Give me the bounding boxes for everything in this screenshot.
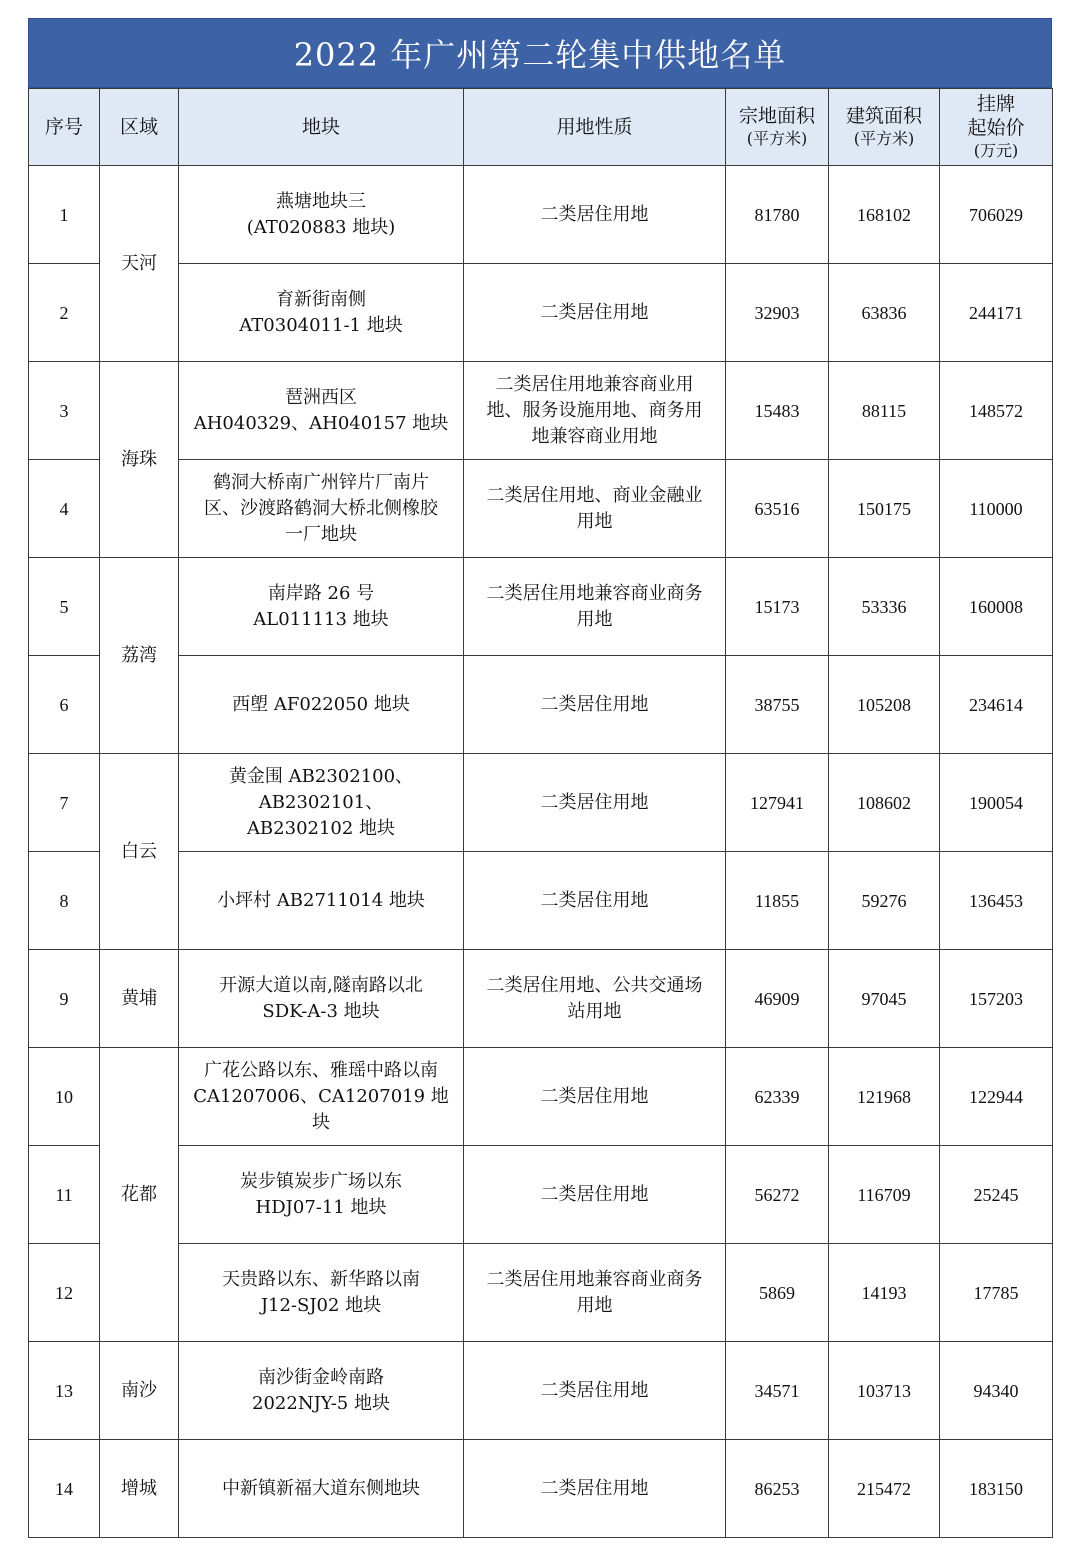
cell-plot: [179, 362, 464, 460]
plot-line: 燕塘地块三: [276, 190, 366, 212]
plot-line: 琶洲西区: [285, 386, 357, 408]
land-supply-sheet: [28, 18, 1052, 1538]
land-use-line: 二类居住用地: [540, 1379, 649, 1401]
cell-start-price: 706029: [940, 166, 1053, 264]
cell-plot: [179, 754, 464, 852]
cell-start-price: 17785: [940, 1244, 1053, 1342]
cell-land-use: [464, 754, 726, 852]
cell-seq: 3: [29, 362, 100, 460]
table-row: [29, 1146, 1053, 1244]
header-site-area: [726, 89, 829, 166]
plot-line: 西塱 AF022050 地块: [232, 693, 410, 715]
plot-line: J12-SJ02 地块: [260, 1294, 382, 1316]
header-price-unit: (万元): [973, 141, 1019, 160]
cell-build-area: 108602: [829, 754, 940, 852]
cell-site-area: 5869: [726, 1244, 829, 1342]
table-title: 2022 年广州第二轮集中供地名单: [28, 18, 1052, 88]
cell-site-area: 38755: [726, 656, 829, 754]
plot-line: 黄金围 AB2302100、AB2302101、: [228, 765, 414, 813]
cell-plot: [179, 1440, 464, 1538]
cell-land-use: [464, 558, 726, 656]
land-use-line: 二类居住用地兼容商业用: [495, 373, 694, 395]
table-row: [29, 362, 1053, 460]
cell-build-area: 168102: [829, 166, 940, 264]
cell-seq: 9: [29, 950, 100, 1048]
header-site-area-label: 宗地面积: [738, 105, 815, 127]
plot-line: CA1207006、CA1207019 地块: [193, 1085, 449, 1133]
cell-build-area: 105208: [829, 656, 940, 754]
table-row: [29, 852, 1053, 950]
plot-line: HDJ07-11 地块: [255, 1196, 387, 1218]
land-use-line: 地、服务设施用地、商务用: [486, 399, 703, 421]
cell-district: 白云: [100, 754, 179, 950]
cell-start-price: 148572: [940, 362, 1053, 460]
plot-line: AH040329、AH040157 地块: [193, 412, 449, 434]
cell-land-use: [464, 264, 726, 362]
plot-line: AT0304011-1 地块: [239, 314, 403, 336]
cell-site-area: 32903: [726, 264, 829, 362]
header-build-area-label: 建筑面积: [845, 105, 922, 127]
cell-start-price: 160008: [940, 558, 1053, 656]
header-build-area: [829, 89, 940, 166]
cell-start-price: 110000: [940, 460, 1053, 558]
cell-site-area: 62339: [726, 1048, 829, 1146]
plot-line: 开源大道以南,隧南路以北: [219, 974, 423, 996]
cell-site-area: 15483: [726, 362, 829, 460]
land-use-line: 二类居住用地: [540, 791, 649, 813]
cell-start-price: 94340: [940, 1342, 1053, 1440]
cell-land-use: [464, 1048, 726, 1146]
table-row: [29, 950, 1053, 1048]
land-use-line: 用地: [576, 510, 613, 532]
cell-district: 花都: [100, 1048, 179, 1342]
cell-site-area: 63516: [726, 460, 829, 558]
cell-district: 增城: [100, 1440, 179, 1538]
cell-seq: 12: [29, 1244, 100, 1342]
cell-seq: 10: [29, 1048, 100, 1146]
land-use-line: 二类居住用地: [540, 1477, 649, 1499]
cell-site-area: 81780: [726, 166, 829, 264]
land-use-line: 地兼容商业用地: [531, 425, 658, 447]
land-use-line: 用地: [576, 608, 613, 630]
plot-line: AB2302102 地块: [246, 817, 396, 839]
land-supply-table: [28, 88, 1053, 1538]
cell-build-area: 121968: [829, 1048, 940, 1146]
plot-line: 鹤洞大桥南广州锌片厂南片: [213, 471, 429, 493]
cell-seq: 6: [29, 656, 100, 754]
cell-district: 荔湾: [100, 558, 179, 754]
cell-plot: [179, 1342, 464, 1440]
plot-line: 南沙街金岭南路: [258, 1366, 384, 1388]
cell-seq: 1: [29, 166, 100, 264]
cell-plot: [179, 852, 464, 950]
cell-start-price: 122944: [940, 1048, 1053, 1146]
cell-build-area: 53336: [829, 558, 940, 656]
cell-start-price: 190054: [940, 754, 1053, 852]
table-row: [29, 558, 1053, 656]
cell-land-use: [464, 1342, 726, 1440]
table-row: [29, 264, 1053, 362]
cell-build-area: 215472: [829, 1440, 940, 1538]
cell-start-price: 183150: [940, 1440, 1053, 1538]
cell-site-area: 34571: [726, 1342, 829, 1440]
cell-seq: 2: [29, 264, 100, 362]
land-use-line: 二类居住用地: [540, 693, 649, 715]
table-row: [29, 166, 1053, 264]
cell-plot: [179, 656, 464, 754]
cell-district: 海珠: [100, 362, 179, 558]
cell-build-area: 116709: [829, 1146, 940, 1244]
cell-plot: [179, 558, 464, 656]
cell-land-use: [464, 852, 726, 950]
land-use-line: 站用地: [567, 1000, 622, 1022]
cell-seq: 11: [29, 1146, 100, 1244]
cell-site-area: 46909: [726, 950, 829, 1048]
cell-build-area: 63836: [829, 264, 940, 362]
cell-land-use: [464, 1146, 726, 1244]
cell-district: 南沙: [100, 1342, 179, 1440]
cell-seq: 13: [29, 1342, 100, 1440]
header-price: [940, 89, 1053, 166]
plot-line: 炭步镇炭步广场以东: [240, 1170, 402, 1192]
cell-plot: [179, 1244, 464, 1342]
header-build-area-unit: (平方米): [853, 129, 915, 148]
cell-start-price: 136453: [940, 852, 1053, 950]
header-row: [29, 89, 1053, 166]
cell-build-area: 14193: [829, 1244, 940, 1342]
header-district: 区域: [100, 89, 179, 166]
table-row: [29, 1440, 1053, 1538]
table-row: [29, 460, 1053, 558]
header-price-label-2: 起始价: [967, 117, 1025, 139]
table-row: [29, 754, 1053, 852]
cell-build-area: 97045: [829, 950, 940, 1048]
cell-build-area: 103713: [829, 1342, 940, 1440]
cell-seq: 8: [29, 852, 100, 950]
table-row: [29, 1244, 1053, 1342]
cell-land-use: [464, 362, 726, 460]
cell-start-price: 234614: [940, 656, 1053, 754]
cell-land-use: [464, 656, 726, 754]
cell-start-price: 157203: [940, 950, 1053, 1048]
cell-district: 天河: [100, 166, 179, 362]
cell-land-use: [464, 1244, 726, 1342]
plot-line: 南岸路 26 号: [267, 582, 375, 604]
table-row: [29, 1048, 1053, 1146]
cell-plot: [179, 1048, 464, 1146]
cell-start-price: 244171: [940, 264, 1053, 362]
land-use-line: 二类居住用地: [540, 889, 649, 911]
land-use-line: 二类居住用地兼容商业商务: [486, 1268, 703, 1290]
plot-line: 2022NJY-5 地块: [252, 1392, 390, 1414]
cell-land-use: [464, 166, 726, 264]
cell-land-use: [464, 1440, 726, 1538]
plot-line: 天贵路以东、新华路以南: [222, 1268, 420, 1290]
table-row: [29, 656, 1053, 754]
plot-line: SDK-A-3 地块: [262, 1000, 380, 1022]
cell-plot: [179, 264, 464, 362]
cell-build-area: 59276: [829, 852, 940, 950]
cell-site-area: 15173: [726, 558, 829, 656]
plot-line: 区、沙渡路鹤洞大桥北侧橡胶: [204, 497, 438, 519]
land-use-line: 二类居住用地: [540, 203, 649, 225]
plot-line: 小坪村 AB2711014 地块: [217, 889, 425, 911]
cell-land-use: [464, 950, 726, 1048]
plot-line: AL011113 地块: [253, 608, 389, 630]
cell-land-use: [464, 460, 726, 558]
cell-build-area: 88115: [829, 362, 940, 460]
cell-seq: 4: [29, 460, 100, 558]
cell-seq: 7: [29, 754, 100, 852]
cell-district: 黄埔: [100, 950, 179, 1048]
land-use-line: 二类居住用地兼容商业商务: [486, 582, 703, 604]
cell-site-area: 127941: [726, 754, 829, 852]
header-site-area-unit: (平方米): [746, 129, 808, 148]
table-row: [29, 1342, 1053, 1440]
cell-start-price: 25245: [940, 1146, 1053, 1244]
table-body: [29, 166, 1053, 1538]
land-use-line: 二类居住用地、公共交通场: [486, 974, 703, 996]
cell-build-area: 150175: [829, 460, 940, 558]
cell-plot: [179, 460, 464, 558]
header-seq: 序号: [29, 89, 100, 166]
cell-plot: [179, 166, 464, 264]
plot-line: 广花公路以东、雅瑶中路以南: [204, 1059, 438, 1081]
cell-seq: 14: [29, 1440, 100, 1538]
cell-plot: [179, 1146, 464, 1244]
land-use-line: 用地: [576, 1294, 613, 1316]
cell-plot: [179, 950, 464, 1048]
cell-seq: 5: [29, 558, 100, 656]
plot-line: (AT020883 地块): [246, 216, 396, 238]
plot-line: 中新镇新福大道东侧地块: [222, 1477, 420, 1499]
cell-site-area: 11855: [726, 852, 829, 950]
header-plot: 地块: [179, 89, 464, 166]
land-use-line: 二类居住用地、商业金融业: [486, 484, 703, 506]
land-use-line: 二类居住用地: [540, 1085, 649, 1107]
land-use-line: 二类居住用地: [540, 301, 649, 323]
land-use-line: 二类居住用地: [540, 1183, 649, 1205]
plot-line: 育新街南侧: [276, 288, 366, 310]
header-price-label-1: 挂牌: [976, 93, 1015, 115]
plot-line: 一厂地块: [285, 523, 357, 545]
cell-site-area: 56272: [726, 1146, 829, 1244]
header-use: 用地性质: [464, 89, 726, 166]
cell-site-area: 86253: [726, 1440, 829, 1538]
